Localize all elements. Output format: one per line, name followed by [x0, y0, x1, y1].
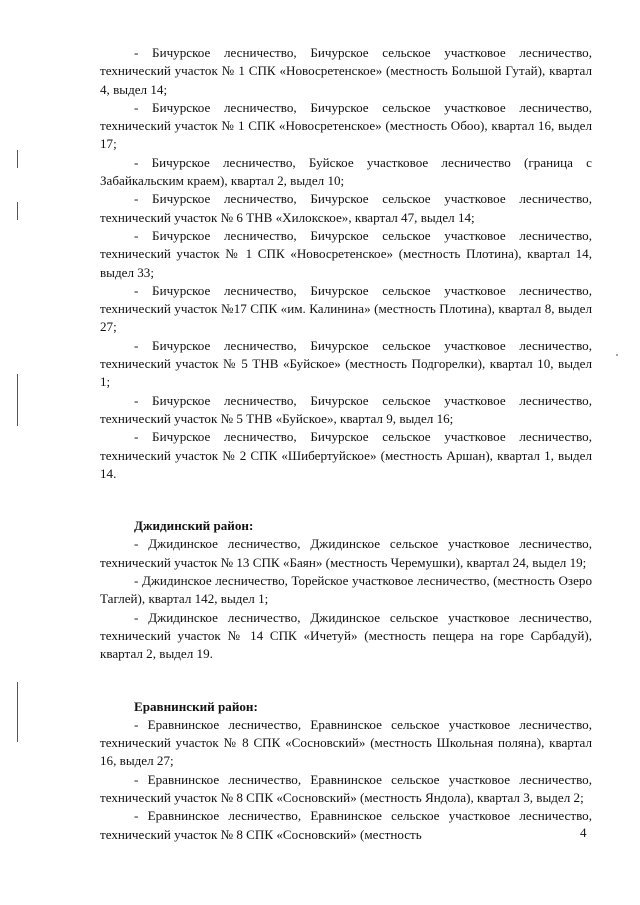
section-dzhida	[100, 517, 592, 663]
section-spacer	[100, 483, 592, 499]
section-heading-eravna: Еравнинский район:	[134, 698, 258, 714]
list-item: - Джидинское лесничество, Джидинское сельское участковое лесничество, технический участок № 13 СПК «Баян» (местность Черемушки), квартал 24, выдел 19;	[100, 536, 592, 570]
scan-margin-line	[17, 374, 18, 426]
list-item: - Бичурское лесничество, Бичурское сельское участковое лесничество, технический участок № 2 СПК «Шибертуйское» (местность Аршан), квартал 1, выдел 14.	[100, 429, 592, 481]
list-item: - Бичурское лесничество, Буйское участковое лесничество (граница с Забайкальским краем), квартал 2, выдел 10;	[100, 154, 592, 189]
list-item: - Бичурское лесничество, Бичурское сельское участковое лесничество, технический участок № 5 ТНВ «Буйское», квартал 9, выдел 16;	[100, 392, 592, 426]
scan-margin-line	[17, 202, 18, 220]
list-item: - Бичурское лесничество, Бичурское сельское участковое лесничество, технический участок №17 СПК «им. Калинина» (местность Плотина), квартал 8, выдел 27;	[100, 282, 592, 335]
page-number: 4	[580, 825, 587, 840]
list-item: - Еравнинское лесничество, Еравнинское сельское участковое лесничество, технический участок № 8 СПК «Сосновский» (местность Школьная поляна), квартал 16, выдел 27;	[100, 716, 592, 769]
list-item: - Бичурское лесничество, Бичурское сельское участковое лесничество, технический участок № 1 СПК «Новосретенское» (местность Плотина), квартал 14, выдел 33;	[100, 227, 592, 280]
section-bichura	[100, 44, 592, 483]
list-item: - Еравнинское лесничество, Еравнинское сельское участковое лесничество, технический участок № 8 СПК «Сосновский» (местность	[100, 808, 592, 842]
list-item: - Джидинское лесничество, Джидинское сельское участковое лесничество, технический участок № 14 СПК «Ичетуй» (местность пещера на горе Сарбадуй), квартал 2, выдел 19.	[100, 609, 592, 662]
list-item: - Джидинское лесничество, Торейское участковое лесничество, (местность Озеро Таглей), квартал 142, выдел 1;	[100, 573, 592, 607]
section-heading-dzhida: Джидинский район:	[134, 518, 254, 534]
list-item: - Бичурское лесничество, Бичурское сельское участковое лесничество, технический участок № 1 СПК «Новосретенское» (местность Большой Гутай), квартал 4, выдел 14;	[100, 45, 592, 97]
scan-margin-line	[17, 150, 18, 168]
list-item: - Бичурское лесничество, Бичурское сельское участковое лесничество, технический участок № 5 ТНВ «Буйское» (местность Подгорелки), квартал 10, выдел 1;	[100, 337, 592, 390]
list-item: - Еравнинское лесничество, Еравнинское сельское участковое лесничество, технический участок № 8 СПК «Сосновский» (местность Яндола), квартал 3, выдел 2;	[100, 771, 592, 805]
section-spacer	[100, 664, 592, 680]
scan-margin-line	[17, 682, 18, 742]
list-item: - Бичурское лесничество, Бичурское сельское участковое лесничество, технический участок № 1 СПК «Новосретенское» (местность Обоо), квартал 16, выдел 17;	[100, 99, 592, 152]
list-item: - Бичурское лесничество, Бичурское сельское участковое лесничество, технический участок № 6 ТНВ «Хилокское», квартал 47, выдел 14;	[100, 191, 592, 225]
section-eravna	[100, 698, 592, 844]
document-body	[100, 44, 592, 844]
scan-speck	[616, 354, 618, 356]
